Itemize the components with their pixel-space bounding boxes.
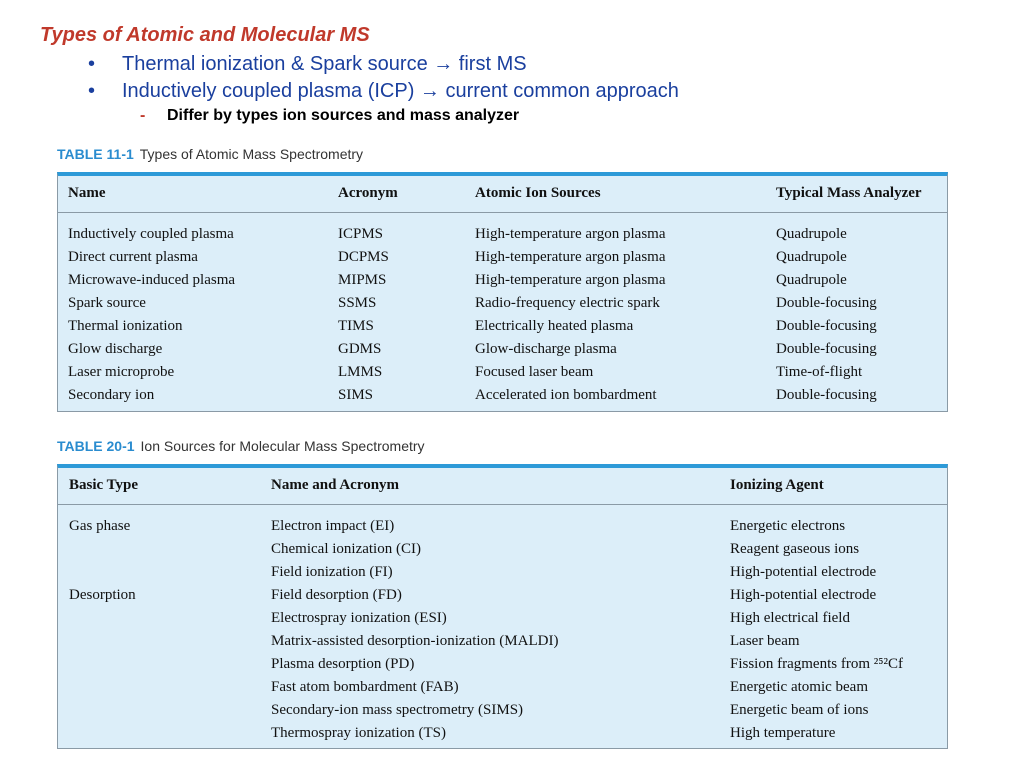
- table-cell: Double-focusing: [776, 387, 877, 403]
- table-cell: Energetic beam of ions: [730, 702, 869, 718]
- table-cell: High temperature: [730, 725, 836, 741]
- table-cell: Secondary ion: [68, 387, 155, 403]
- bullet-text: Thermal ionization & Spark source → first MS: [122, 53, 527, 75]
- table-cell: TIMS: [338, 318, 374, 334]
- table-cell: DCPMS: [338, 249, 389, 265]
- table-cell: ICPMS: [338, 226, 384, 242]
- table-header-row: [58, 176, 947, 213]
- table-cell: Microwave-induced plasma: [68, 272, 236, 288]
- column-header-mass-analyzer: Typical Mass Analyzer: [776, 185, 922, 201]
- table-cell: Laser microprobe: [68, 364, 175, 380]
- table-cell: Field ionization (FI): [271, 564, 393, 580]
- table1-number: TABLE 11-1: [57, 146, 134, 162]
- column-header-ion-sources: Atomic Ion Sources: [475, 185, 601, 201]
- bullet-item: [88, 80, 679, 103]
- sub-bullet-item: [140, 107, 519, 125]
- table-cell: High-temperature argon plasma: [475, 226, 666, 242]
- sub-bullet-text: Differ by types ion sources and mass analyzer: [167, 107, 520, 124]
- column-header-ionizing-agent: Ionizing Agent: [730, 477, 824, 493]
- table-cell: Double-focusing: [776, 341, 877, 357]
- table-cell: Focused laser beam: [475, 364, 594, 380]
- column-header-name: Name: [68, 185, 106, 201]
- table-cell: SIMS: [338, 387, 374, 403]
- table-cell: Plasma desorption (PD): [271, 656, 415, 672]
- table-cell: Time-of-flight: [776, 364, 863, 380]
- table-cell: Radio-frequency electric spark: [475, 295, 660, 311]
- table-cell: Thermal ionization: [68, 318, 183, 334]
- table-cell: Electrically heated plasma: [475, 318, 634, 334]
- table-cell: Reagent gaseous ions: [730, 541, 860, 557]
- bullet-item: [88, 53, 527, 76]
- table-cell: GDMS: [338, 341, 382, 357]
- table2-number: TABLE 20-1: [57, 438, 135, 454]
- bullet-text: Inductively coupled plasma (ICP) → current common approach: [122, 80, 679, 102]
- table-cell: Chemical ionization (CI): [271, 541, 421, 557]
- table-cell: High-temperature argon plasma: [475, 249, 666, 265]
- table-cell: Fast atom bombardment (FAB): [271, 679, 459, 695]
- table-cell: MIPMS: [338, 272, 387, 288]
- table-cell: Spark source: [68, 295, 146, 311]
- table-cell: Double-focusing: [776, 318, 877, 334]
- table2-caption: [57, 438, 425, 454]
- table-cell: Glow-discharge plasma: [475, 341, 617, 357]
- table1-title: Types of Atomic Mass Spectrometry: [139, 146, 364, 162]
- column-header-basic-type: Basic Type: [69, 477, 139, 493]
- table-cell: Fission fragments from ²⁵²Cf: [730, 656, 903, 672]
- table-cell: Quadrupole: [776, 272, 847, 288]
- table-cell: Energetic electrons: [730, 518, 846, 534]
- table-cell: Double-focusing: [776, 295, 877, 311]
- table-cell: Thermospray ionization (TS): [271, 725, 446, 741]
- table-cell: Gas phase: [69, 518, 131, 534]
- table-cell: Matrix-assisted desorption-ionization (MALDI): [271, 633, 559, 649]
- table-cell: High electrical field: [730, 610, 850, 626]
- slide-title: Types of Atomic and Molecular MS: [40, 24, 370, 46]
- table-cell: Quadrupole: [776, 249, 847, 265]
- table-cell: High-potential electrode: [730, 564, 877, 580]
- table-cell: Desorption: [69, 587, 136, 603]
- table2-title: Ion Sources for Molecular Mass Spectrometry: [140, 438, 425, 454]
- table1-caption: [57, 146, 363, 162]
- table-cell: Laser beam: [730, 633, 800, 649]
- table-cell: LMMS: [338, 364, 383, 380]
- table-cell: Accelerated ion bombardment: [475, 387, 657, 403]
- table-cell: Direct current plasma: [68, 249, 198, 265]
- bullet-marker: •: [88, 53, 96, 75]
- table-cell: High-potential electrode: [730, 587, 877, 603]
- column-header-acronym: Acronym: [338, 185, 398, 201]
- molecular-ms-table: [57, 464, 948, 749]
- atomic-ms-table: [57, 172, 948, 412]
- bullet-marker: •: [88, 80, 96, 102]
- table-cell: Quadrupole: [776, 226, 847, 242]
- table-cell: Secondary-ion mass spectrometry (SIMS): [271, 702, 524, 718]
- table-cell: Electron impact (EI): [271, 518, 395, 534]
- column-header-name-acronym: Name and Acronym: [271, 477, 400, 493]
- table-cell: SSMS: [338, 295, 377, 311]
- sub-bullet-marker: -: [140, 107, 146, 124]
- table-cell: Field desorption (FD): [271, 587, 402, 603]
- table-cell: Inductively coupled plasma: [68, 226, 234, 242]
- table-cell: Energetic atomic beam: [730, 679, 868, 695]
- table-cell: Glow discharge: [68, 341, 163, 357]
- table-header-row: [58, 468, 947, 505]
- table-cell: High-temperature argon plasma: [475, 272, 666, 288]
- table-cell: Electrospray ionization (ESI): [271, 610, 447, 626]
